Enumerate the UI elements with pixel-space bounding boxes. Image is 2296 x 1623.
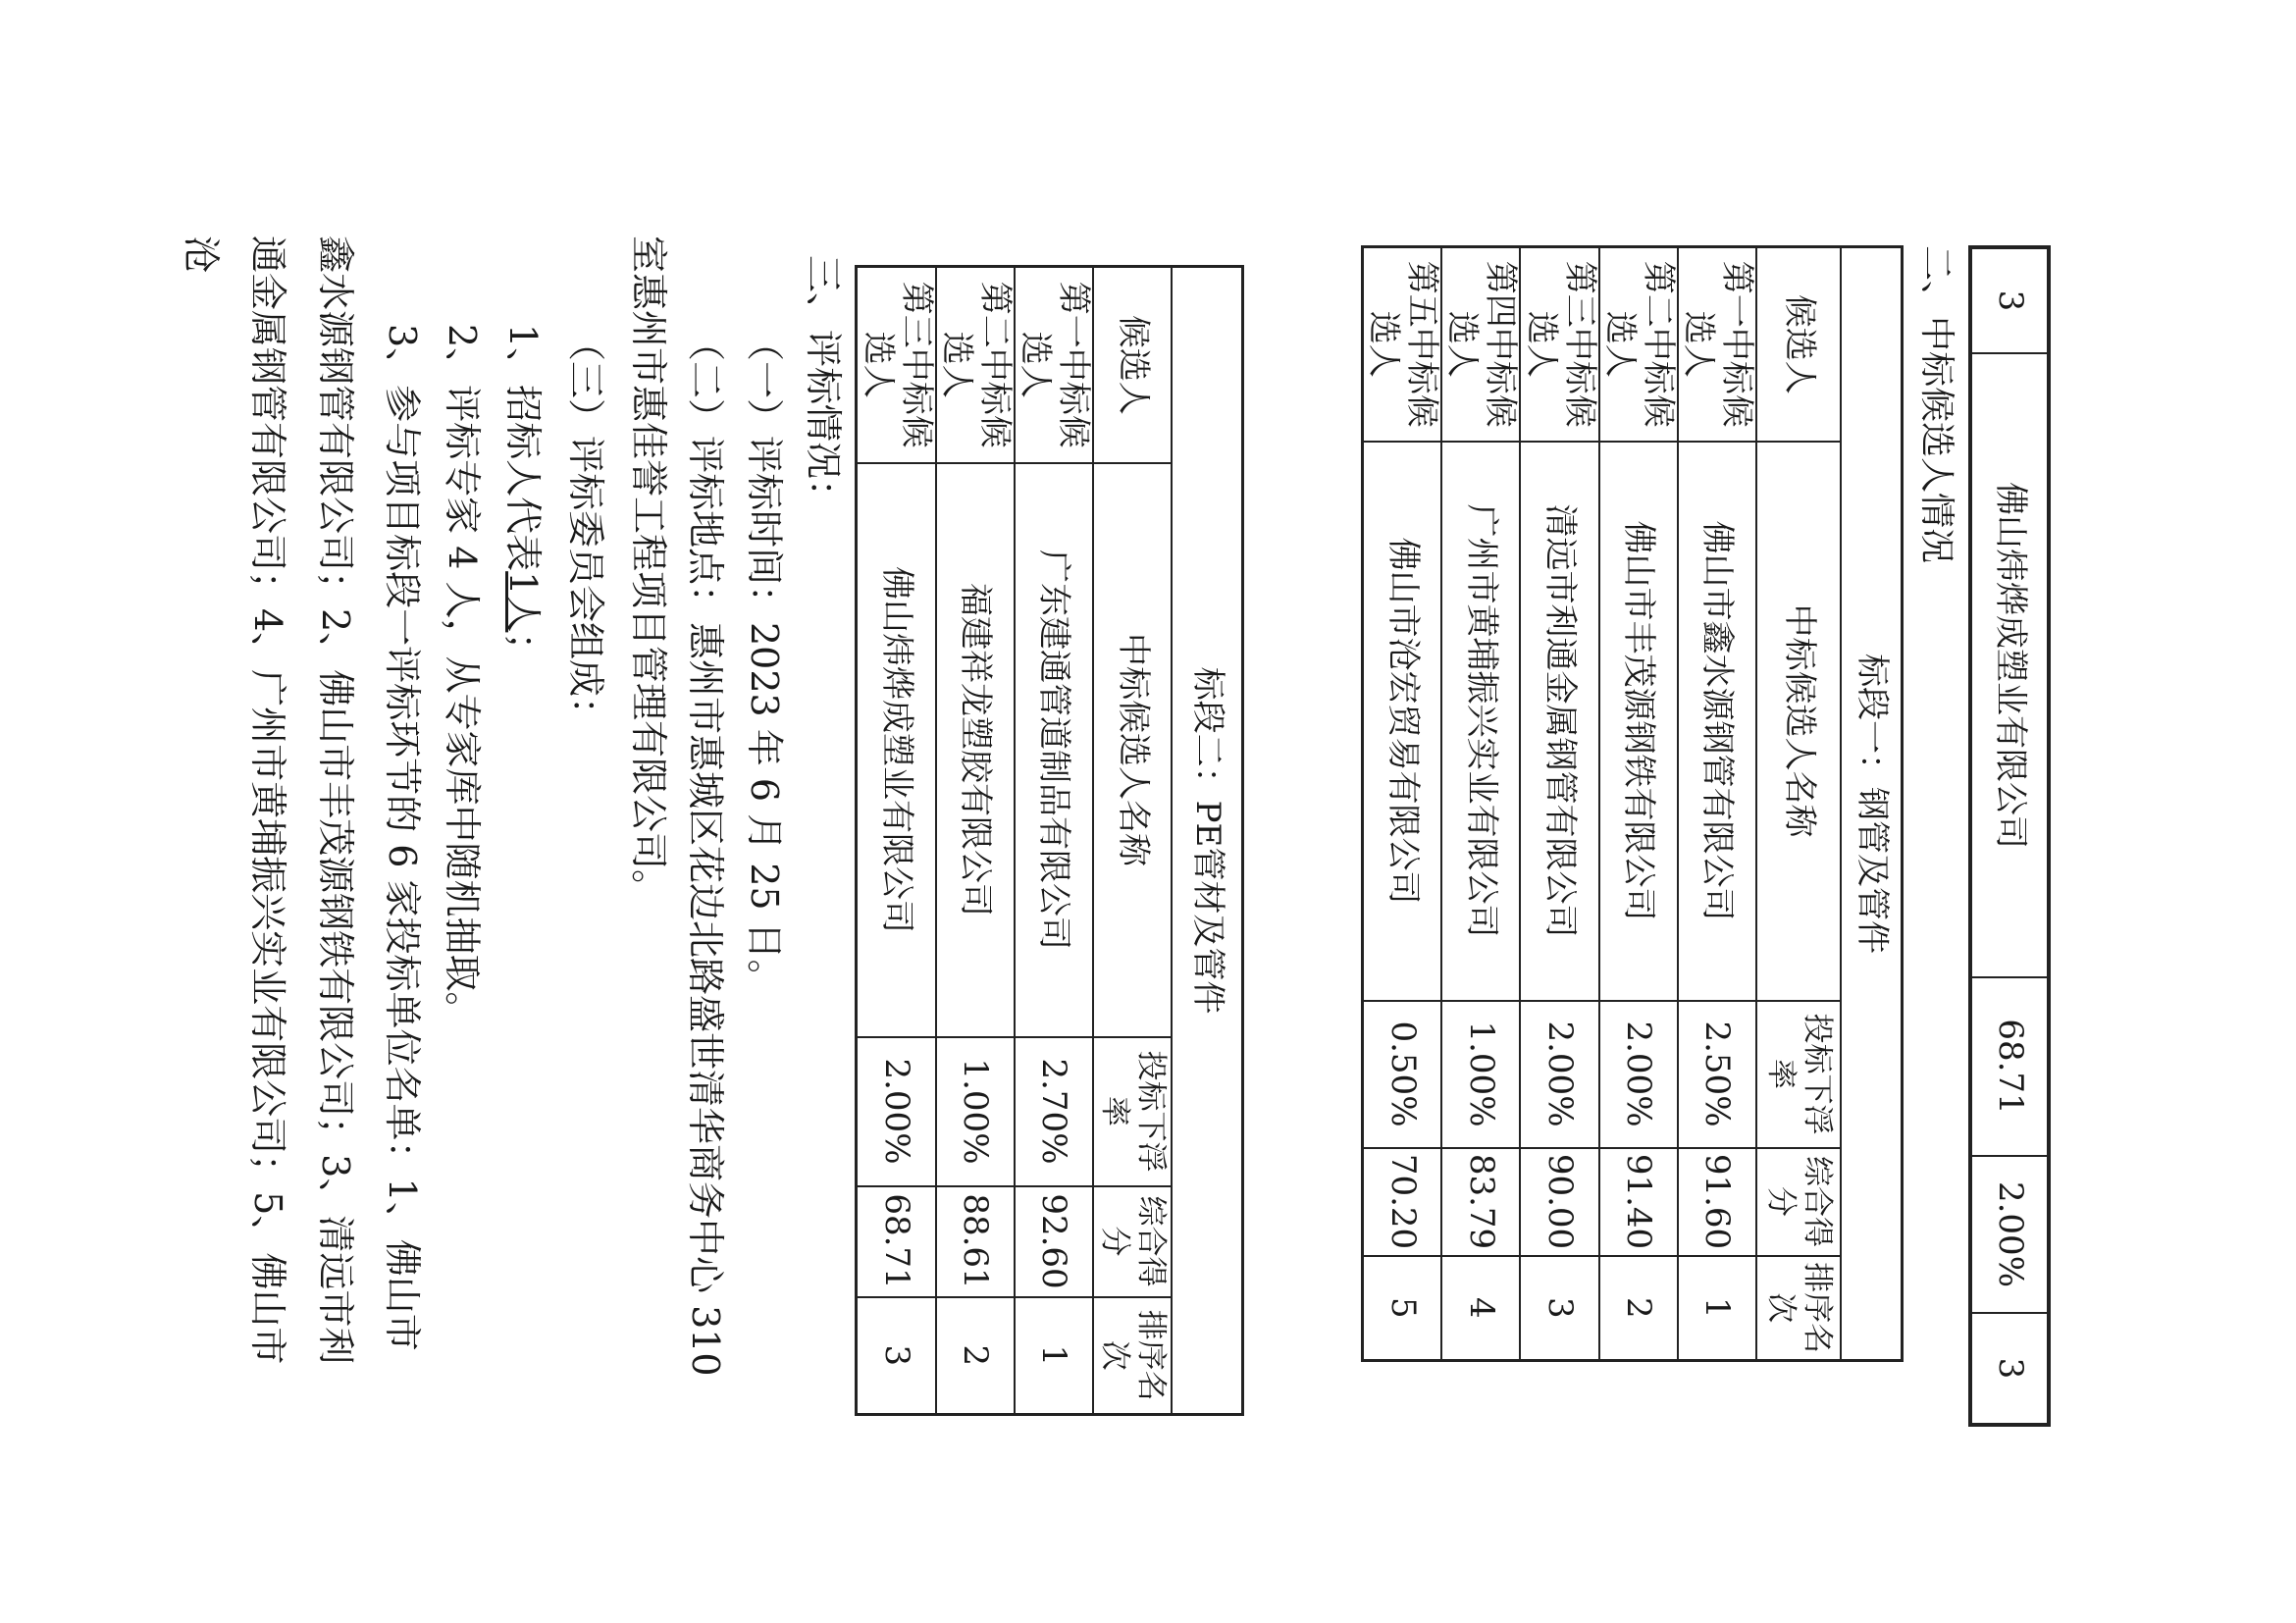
discount-cell: 1.00% [936, 1037, 1015, 1186]
committee-item-2: 2、评标专家 4 人，从专家库中随机抽取。 [441, 324, 484, 1029]
candidate-cell: 第二中标候选人 [936, 267, 1015, 463]
table-row [1970, 247, 2049, 1425]
discount-cell: 2.00% [1599, 1001, 1678, 1148]
evaluation-place-line2: 室惠州市惠佳誉工程项目管理有限公司。 [627, 236, 670, 908]
header-candidate: 候选人 [1093, 267, 1172, 463]
rank-cell: 1 [1015, 1297, 1093, 1415]
table-header-row [1093, 267, 1172, 1415]
discount-cell: 2.00% [1970, 1156, 2049, 1313]
candidate-cell: 第一中标候选人 [1015, 267, 1093, 463]
header-discount: 投标下浮率 [1093, 1037, 1172, 1186]
name-cell: 佛山市沧宏贸易有限公司 [1363, 442, 1442, 1001]
name-cell: 广州市黄埔振兴实业有限公司 [1441, 442, 1520, 1001]
discount-cell: 2.70% [1015, 1037, 1093, 1186]
rank-cell: 3 [1520, 1256, 1598, 1361]
committee-heading: （三）评标委员会组成： [564, 324, 607, 735]
score-cell: 68.71 [1970, 977, 2049, 1156]
candidate-cell: 第三中标候选人 [857, 267, 936, 463]
table-row [1015, 267, 1093, 1415]
company-cell: 佛山炜烨成塑业有限公司 [1970, 353, 2049, 977]
score-cell: 91.60 [1678, 1148, 1756, 1256]
committee-item-3: 3、参与项目标段一评标环节的 6 家投标单位名单：1、佛山市鑫水源钢管有限公司；2、佛山市丰茂源钢铁有限公司；3、清远市利通金属钢管有限公司；4、广州市黄埔振兴实业有限公司；5、佛山市沧 [179, 236, 424, 1365]
rank-cell: 3 [857, 1297, 936, 1415]
name-cell: 佛山市鑫水源钢管有限公司 [1678, 442, 1756, 1001]
candidate-cell: 第一中标候选人 [1678, 247, 1756, 442]
item1-suffix: ； [501, 632, 545, 670]
rank-end-cell: 3 [1970, 1313, 2049, 1425]
table-row [1441, 247, 1520, 1361]
rank-cell: 1 [1678, 1256, 1756, 1361]
rank-cell: 3 [1970, 247, 2049, 353]
table-title-row [1172, 267, 1243, 1415]
rank-cell: 5 [1363, 1256, 1442, 1361]
candidate-cell: 第二中标候选人 [1599, 247, 1678, 442]
score-cell: 88.61 [936, 1186, 1015, 1297]
name-cell: 广东建通管道制品有限公司 [1015, 463, 1093, 1037]
score-cell: 90.00 [1520, 1148, 1598, 1256]
table-row [857, 267, 936, 1415]
evaluation-place-line1: （二）评标地点：惠州市惠城区花边北路盛世清华商务中心 310 [684, 324, 727, 1377]
committee-item-1 [499, 324, 553, 669]
table-row [1678, 247, 1756, 1361]
header-score: 综合得分 [1093, 1186, 1172, 1297]
discount-cell: 2.50% [1678, 1001, 1756, 1148]
header-rank: 排序名次 [1756, 1256, 1841, 1361]
candidate-cell: 第四中标候选人 [1441, 247, 1520, 442]
header-discount: 投标下浮率 [1756, 1001, 1841, 1148]
name-cell: 福建祥龙塑胶有限公司 [936, 463, 1015, 1037]
score-cell: 70.20 [1363, 1148, 1442, 1256]
lot2-title: 标段二：PE管材及管件 [1172, 267, 1243, 1415]
table-title-row [1841, 247, 1903, 1361]
lot1-table [1361, 245, 1904, 1362]
evaluation-time: （一）评标时间：2023 年 6 月 25 日。 [743, 324, 786, 997]
table-row [1520, 247, 1598, 1361]
header-score: 综合得分 [1756, 1148, 1841, 1256]
rank-cell: 2 [1599, 1256, 1678, 1361]
header-name: 中标候选人名称 [1093, 463, 1172, 1037]
score-cell: 68.71 [857, 1186, 936, 1297]
previous-page-table-row [1968, 245, 2051, 1427]
header-candidate: 候选人 [1756, 247, 1841, 442]
discount-cell: 0.50% [1363, 1001, 1442, 1148]
name-cell: 佛山炜烨成塑业有限公司 [857, 463, 936, 1037]
table-row [1599, 247, 1678, 1361]
section-heading: 三、评标情况： [802, 255, 845, 517]
rank-cell: 2 [936, 1297, 1015, 1415]
score-cell: 83.79 [1441, 1148, 1520, 1256]
item1-prefix: 1、招标人代表 [501, 324, 545, 572]
discount-cell: 1.00% [1441, 1001, 1520, 1148]
candidate-cell: 第三中标候选人 [1520, 247, 1598, 442]
section-heading: 二、中标候选人情况 [1916, 245, 1957, 564]
discount-cell: 2.00% [857, 1037, 936, 1186]
lot1-title: 标段一：钢管及管件 [1841, 247, 1903, 1361]
score-cell: 92.60 [1015, 1186, 1093, 1297]
table-header-row [1756, 247, 1841, 1361]
candidate-cell: 第五中标候选人 [1363, 247, 1442, 442]
table-row [936, 267, 1015, 1415]
discount-cell: 2.00% [1520, 1001, 1598, 1148]
score-cell: 91.40 [1599, 1148, 1678, 1256]
item1-count: 1人 [501, 571, 545, 633]
table-row [1363, 247, 1442, 1361]
rank-cell: 4 [1441, 1256, 1520, 1361]
header-rank: 排序名次 [1093, 1297, 1172, 1415]
header-name: 中标候选人名称 [1756, 442, 1841, 1001]
name-cell: 清远市利通金属钢管有限公司 [1520, 442, 1598, 1001]
lot2-table [855, 265, 1244, 1416]
name-cell: 佛山市丰茂源钢铁有限公司 [1599, 442, 1678, 1001]
